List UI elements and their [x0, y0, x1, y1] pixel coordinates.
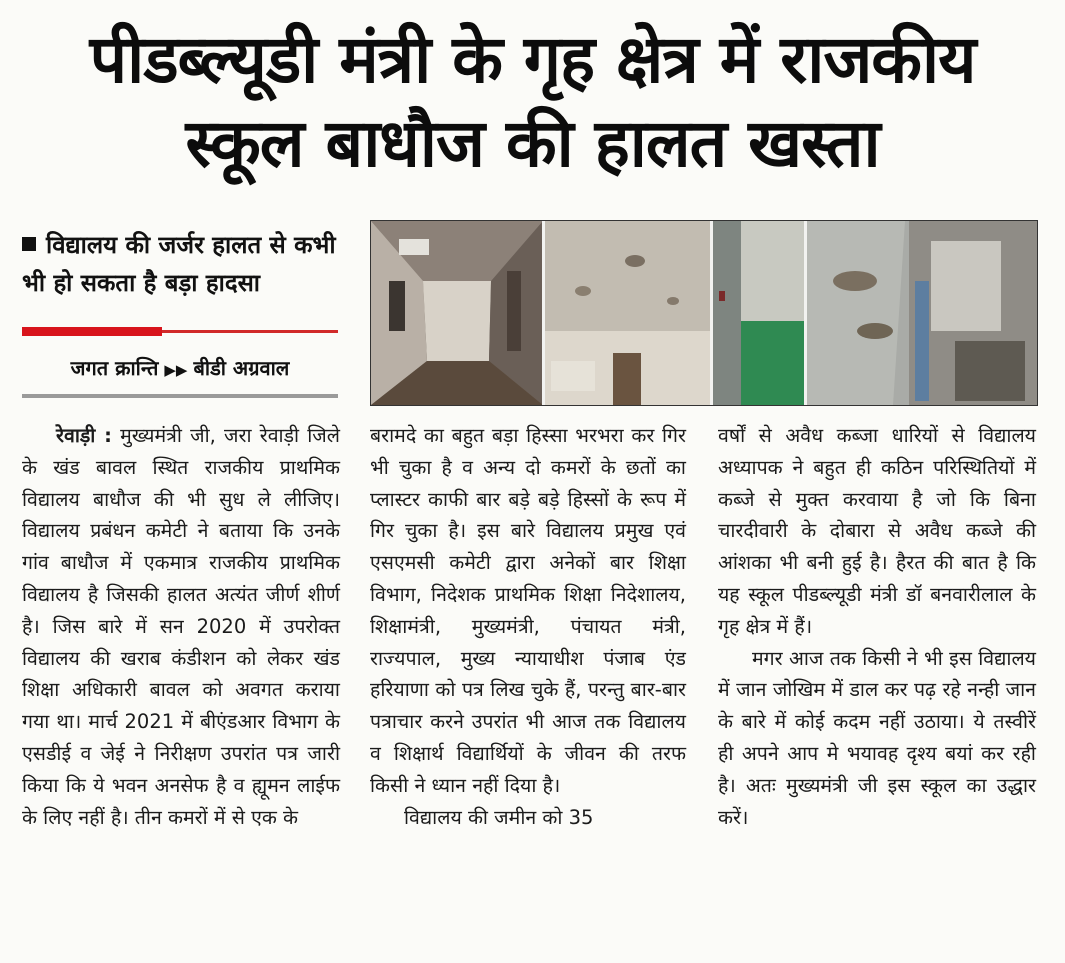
subheading-text: विद्यालय की जर्जर हालत से कभी भी हो सकता है बड़ा हादसा	[22, 231, 336, 297]
article-paragraph: मगर आज तक किसी ने भी इस विद्यालय में जान जोखिम में डाल कर पढ़ रहे नन्ही जान के बारे में कोई कदम नहीं उठाया। ये तस्वीरें ही अपने आप मे भयावह दृश्य बयां कर रही है। अतः मुख्यमंत्री जी इस स्कूल का उद्धार करें।	[718, 646, 1036, 829]
broken-ceiling-drawing	[805, 221, 1037, 405]
article-paragraph: वर्षों से अवैध कब्जा धारियों से विद्यालय अध्यापक ने बहुत ही कठिन परिस्थितियों में कब्जे से मुक्त करवाया है जो कि बिना चारदीवारी के दोबारा से अवैध कब्जे की आंशका भी बनी हुई है। हैरत की बात है कि यह स्कूल पीडब्ल्यूडी मंत्री डॉ बनवारीलाल के गृह क्षेत्र में हैं।	[718, 424, 1036, 638]
byline-source: जगत क्रान्ति	[70, 356, 159, 380]
red-divider-accent	[22, 327, 162, 336]
headline-line-2: स्कूल बाधौज की हालत खस्ता	[185, 105, 880, 182]
photo-ceiling	[543, 221, 711, 405]
byline	[22, 354, 338, 381]
headline	[0, 18, 1065, 186]
dateline: रेवाड़ी :	[56, 424, 112, 447]
photo-separator	[710, 221, 713, 405]
photo-separator	[804, 221, 807, 405]
corridor-drawing	[371, 221, 543, 405]
sidebar	[22, 226, 338, 380]
article-text: मुख्यमंत्री जी, जरा रेवाड़ी जिले के खंड बावल स्थित राजकीय प्राथमिक विद्यालय बाधौज की भी सुध ले लीजिए। विद्यालय प्रबंधन कमेटी ने बताया कि उनके गांव बाधौज में एकमात्र राजकीय प्राथमिक विद्यालय है जिसकी हालत अत्यंत जीर्ण शीर्ण है। जिस बारे में सन 2020 में उपरोक्त विद्यालय की खराब कंडीशन को लेकर खंड शिक्षा अधिकारी बावल को अवगत कराया गया था। मार्च 2021 में बीएंडआर विभाग के एसडीई व जेई ने निरीक्षण उपरांत पत्र जारी किया कि ये भवन अनसेफ है व ह्यूमन लाईफ के लिए नहीं है। तीन कमरों में से एक के	[22, 424, 340, 829]
ceiling-drawing	[543, 221, 711, 405]
headline-line-1: पीडब्ल्यूडी मंत्री के गृह क्षेत्र में राजकीय	[89, 21, 976, 98]
subheading	[22, 226, 338, 302]
photo-separator	[542, 221, 545, 405]
photo-green-wall	[711, 221, 805, 405]
article-column-1	[22, 420, 340, 833]
grey-divider	[22, 394, 338, 398]
photo-broken-ceiling	[805, 221, 1037, 405]
photo-corridor	[371, 221, 543, 405]
article-column-3	[718, 420, 1036, 833]
bullet-square-icon	[22, 237, 36, 251]
green-wall-drawing	[711, 221, 805, 405]
article-paragraph: बरामदे का बहुत बड़ा हिस्सा भरभरा कर गिर भी चुका है व अन्य दो कमरों के छतों का प्लास्टर काफी बार बड़े बड़े हिस्सों के रूप में गिर चुका है। इस बारे विद्यालय प्रमुख एवं एसएमसी कमेटी द्वारा अनेकों बार शिक्षा विभाग, निदेशक प्राथमिक शिक्षा निदेशालय, शिक्षामंत्री, मुख्यमंत्री, पंचायत मंत्री, राज्यपाल, मुख्य न्यायाधीश पंजाब एंड हरियाणा को पत्र लिख चुके हैं, परन्तु बार-बार पत्राचार करने उपरांत भी आज तक विद्यालय व शिक्षार्थ विद्यार्थियों के जीवन की तरफ किसी ने ध्यान नहीं दिया है।	[370, 424, 686, 797]
red-divider	[22, 330, 338, 333]
photo-collage	[370, 220, 1038, 406]
byline-author: बीडी अग्रवाल	[193, 356, 290, 380]
article-column-2	[370, 420, 686, 833]
article-paragraph: विद्यालय की जमीन को 35	[404, 805, 594, 829]
double-arrow-icon: ▶▶	[164, 361, 188, 379]
